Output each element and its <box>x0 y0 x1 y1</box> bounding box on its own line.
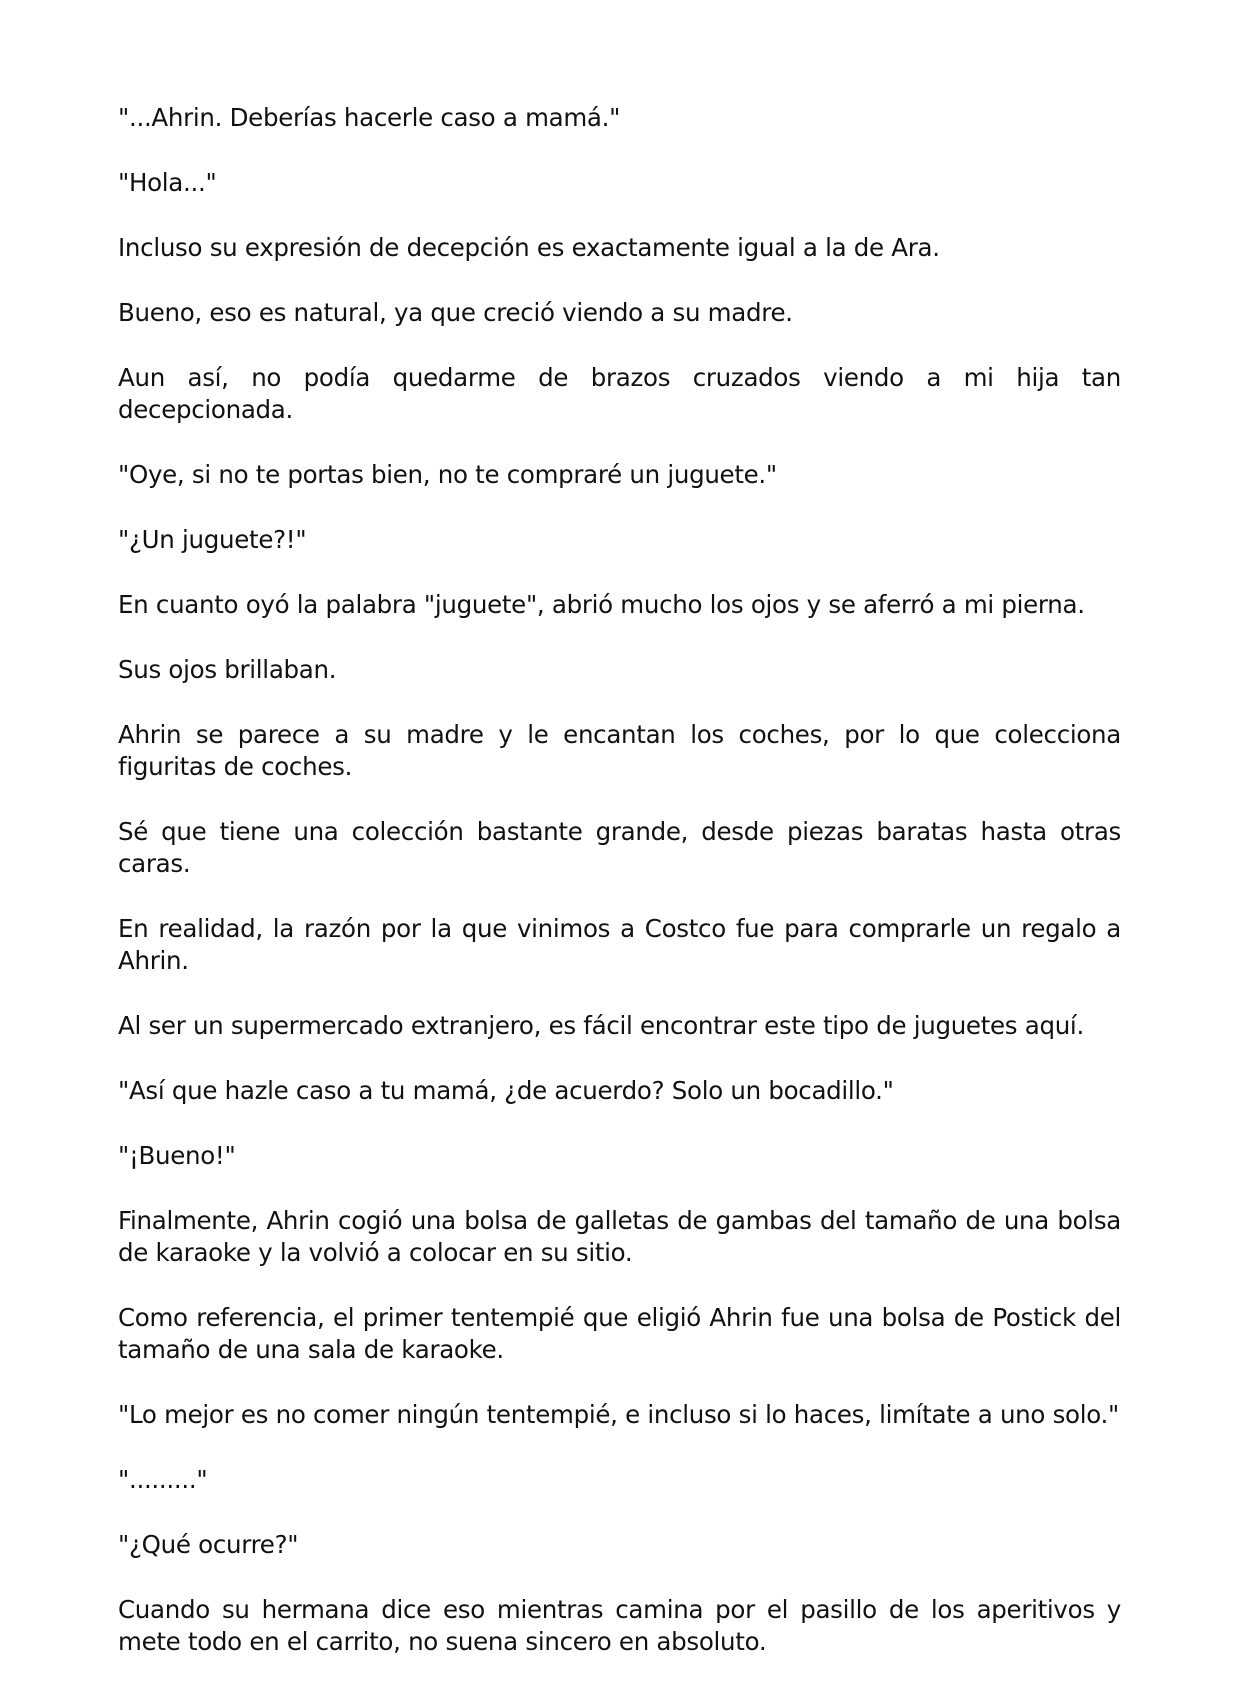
paragraph: "¡Bueno!" <box>118 1141 236 1170</box>
paragraph: Cuando su hermana dice eso mientras camina por el pasillo de los aperitivos y mete todo en el carrito, no suena sincero en absoluto. <box>118 1595 1121 1656</box>
paragraph: Sé que tiene una colección bastante grande, desde piezas baratas hasta otras caras. <box>118 817 1121 878</box>
paragraph: Bueno, eso es natural, ya que creció viendo a su madre. <box>118 298 793 327</box>
paragraph: "Hola..." <box>118 168 217 197</box>
paragraph: "...Ahrin. Deberías hacerle caso a mamá." <box>118 103 621 132</box>
document-body <box>118 102 1121 1691</box>
paragraph: "Lo mejor es no comer ningún tentempié, e incluso si lo haces, limítate a uno solo." <box>118 1400 1119 1429</box>
paragraph: En cuanto oyó la palabra "juguete", abrió mucho los ojos y se aferró a mi pierna. <box>118 590 1085 619</box>
paragraph: "¿Qué ocurre?" <box>118 1530 299 1559</box>
paragraph: Aun así, no podía quedarme de brazos cruzados viendo a mi hija tan decepcionada. <box>118 363 1121 424</box>
paragraph: Como referencia, el primer tentempié que eligió Ahrin fue una bolsa de Postick del tamaño de una sala de karaoke. <box>118 1303 1121 1364</box>
paragraph: Finalmente, Ahrin cogió una bolsa de galletas de gambas del tamaño de una bolsa de karaoke y la volvió a colocar en su sitio. <box>118 1206 1121 1267</box>
paragraph: "Así que hazle caso a tu mamá, ¿de acuerdo? Solo un bocadillo." <box>118 1076 894 1105</box>
paragraph: "¿Un juguete?!" <box>118 525 307 554</box>
paragraph: "........." <box>118 1465 208 1494</box>
paragraph: Sus ojos brillaban. <box>118 655 337 684</box>
paragraph: Ahrin se parece a su madre y le encantan los coches, por lo que colecciona figuritas de coches. <box>118 720 1121 781</box>
paragraph: En realidad, la razón por la que vinimos a Costco fue para comprarle un regalo a Ahrin. <box>118 914 1121 975</box>
paragraph: "Oye, si no te portas bien, no te compraré un juguete." <box>118 460 777 489</box>
paragraph: Al ser un supermercado extranjero, es fácil encontrar este tipo de juguetes aquí. <box>118 1011 1084 1040</box>
paragraph: Incluso su expresión de decepción es exactamente igual a la de Ara. <box>118 233 940 262</box>
